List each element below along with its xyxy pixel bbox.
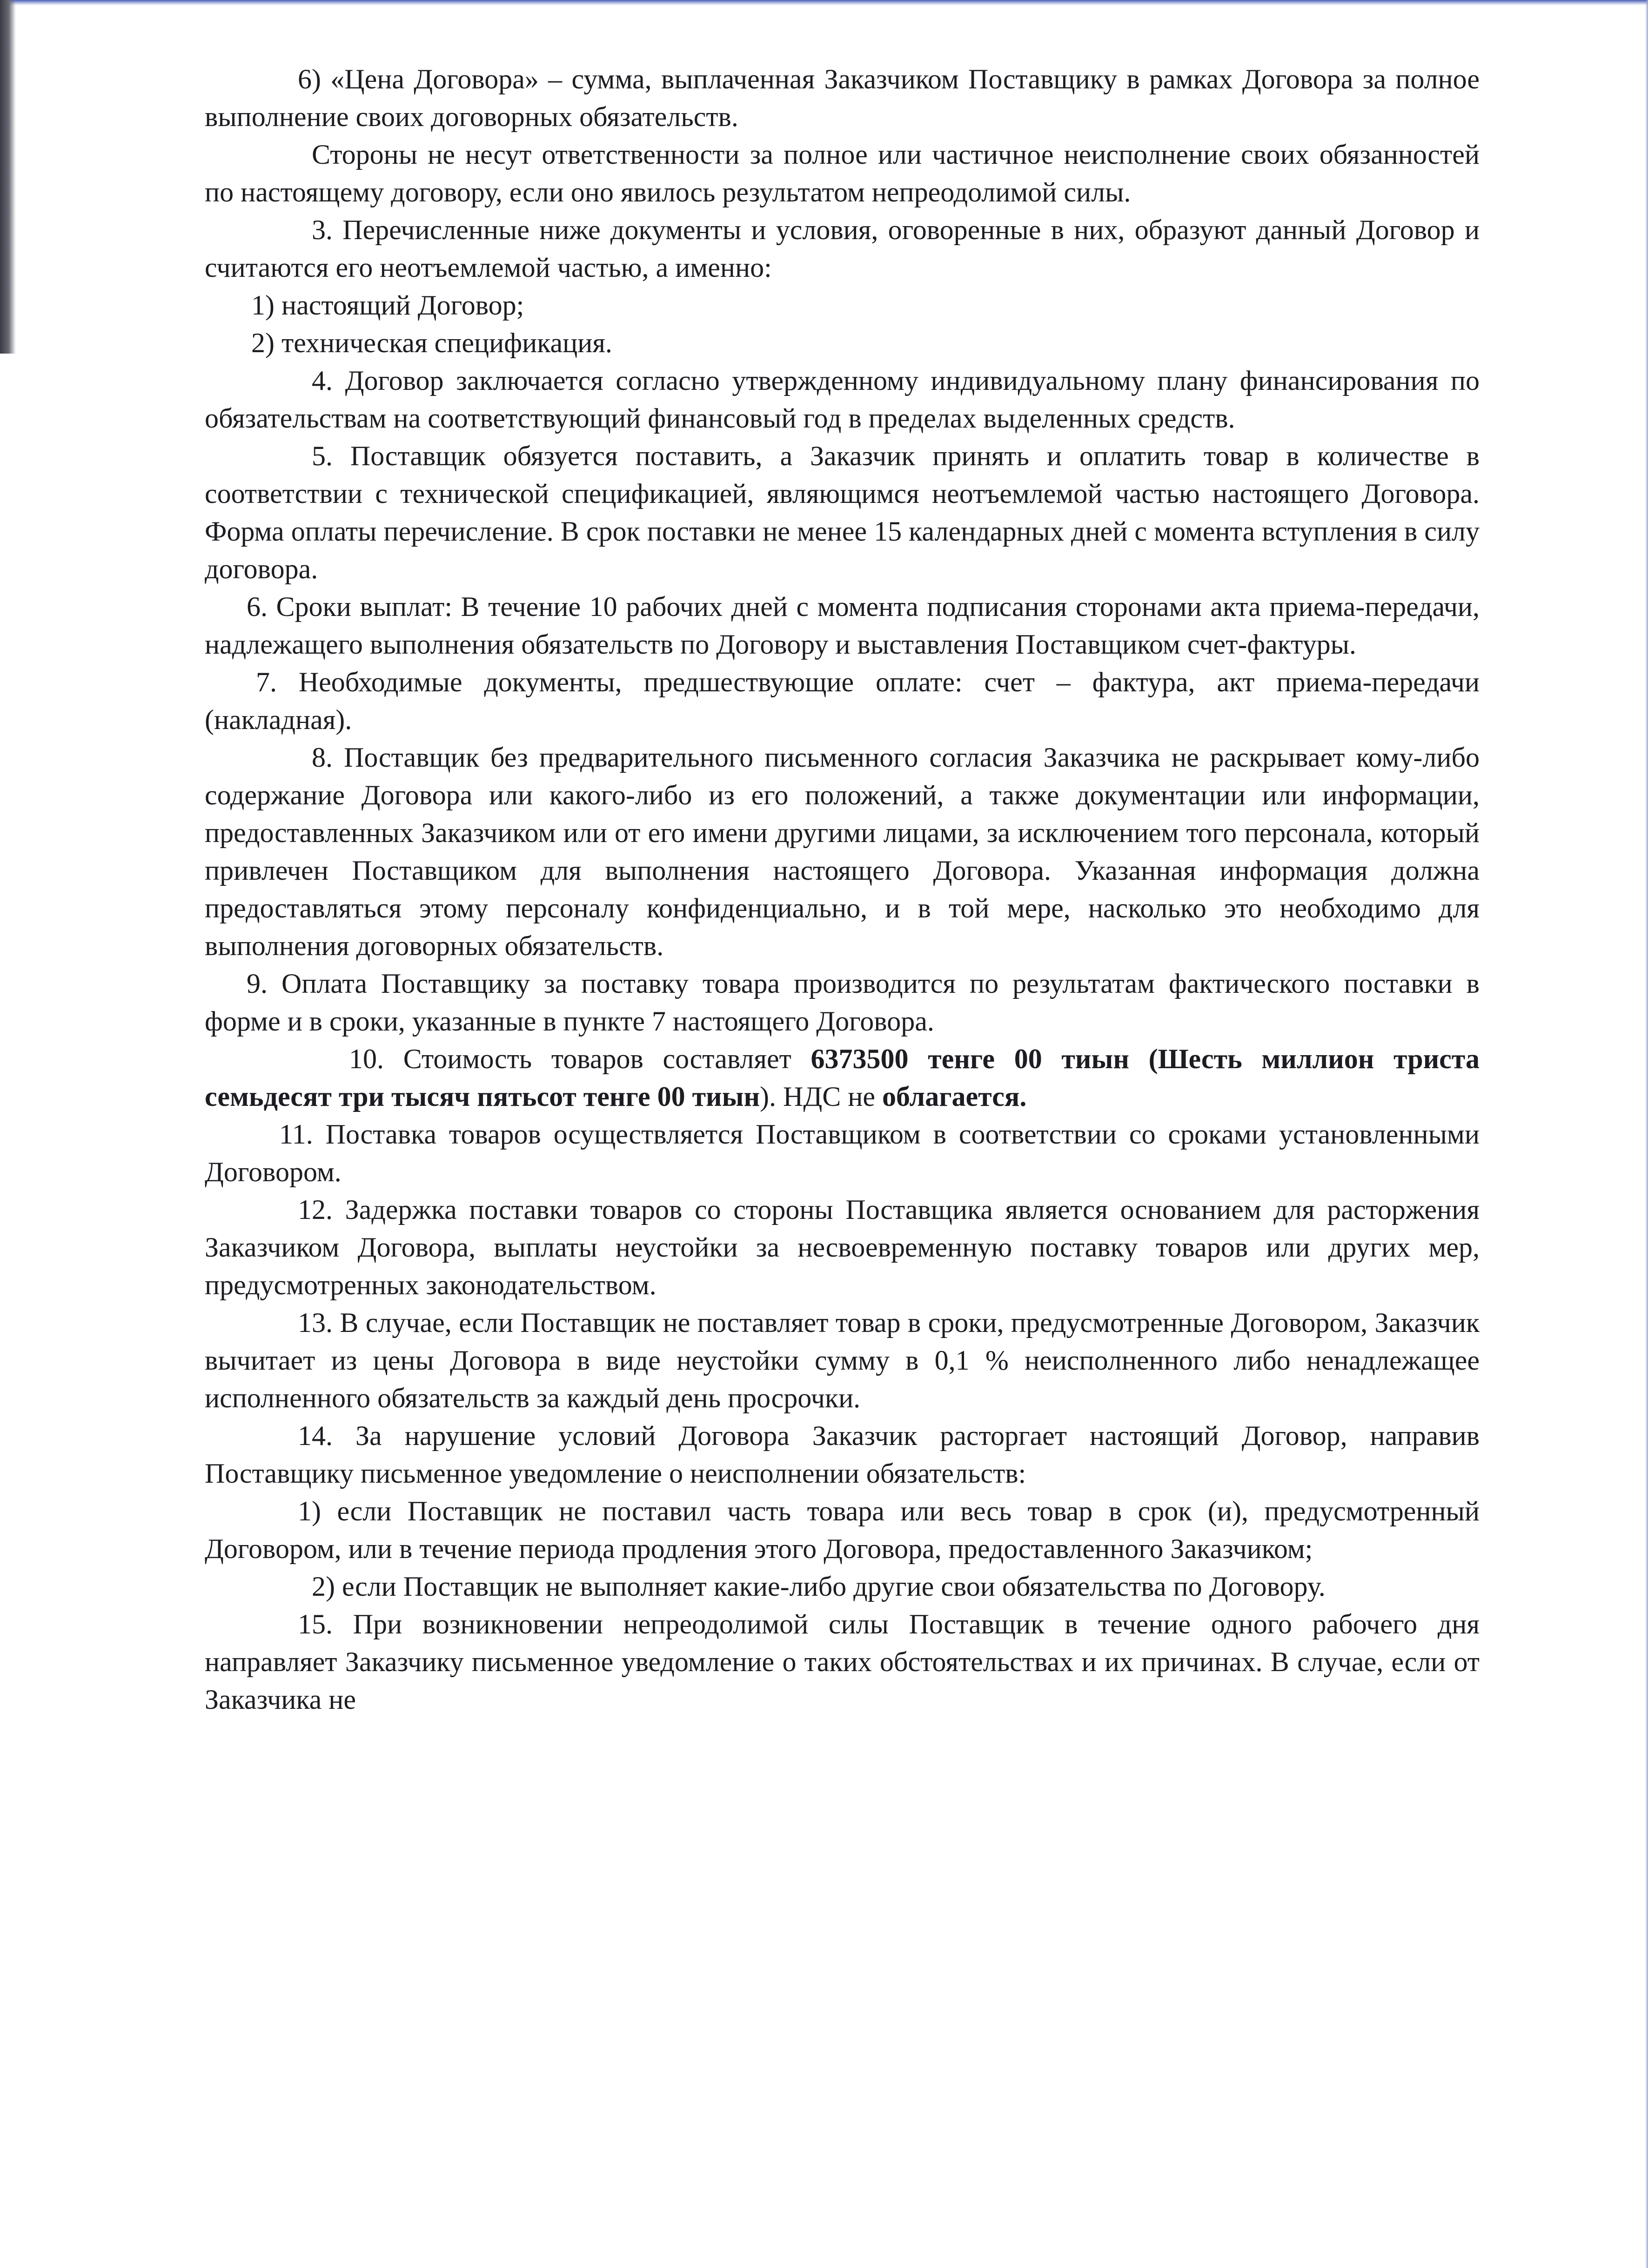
scan-edge-left: [0, 0, 16, 354]
clause-14-item-1: 1) если Поставщик не поставил часть товара или весь товар в срок (и), предусмотренный Договором, или в течение периода продления этого Договора, предоставленного Заказчиком;: [205, 1496, 1480, 1564]
clause-10: [205, 1040, 1480, 1116]
clause-14: 14. За нарушение условий Договора Заказчик расторгает настоящий Договор, направив Поставщику письменное уведомление о неисполнении обязательств:: [205, 1420, 1480, 1489]
clause-10-vat-bold: облагается.: [882, 1081, 1027, 1112]
clause-11: 11. Поставка товаров осуществляется Поставщиком в соответствии со сроками установленными Договором.: [205, 1119, 1480, 1187]
clause-3-item-2: 2) техническая спецификация.: [251, 328, 612, 358]
clause-8: 8. Поставщик без предварительного письменного согласия Заказчика не раскрывает кому-либо содержание Договора или какого-либо из его положений, а также документации или информации, предоставленных Заказчиком или от его имени другими лицами, за исключением того персонала, который привлечен Поставщиком для выполнения настоящего Договора. Указанная информация должна предоставляться этому персоналу конфиденциально, и в той мере, насколько это необходимо для выполнения договорных обязательств.: [205, 742, 1480, 961]
clause-price-definition: 6) «Цена Договора» – сумма, выплаченная Заказчиком Поставщику в рамках Договора за полное выполнение своих договорных обязательств.: [205, 64, 1480, 132]
scan-edge-right: [1645, 0, 1648, 2268]
clause-4: 4. Договор заключается согласно утвержденному индивидуальному плану финансирования по обязательствам на соответствующий финансовый год в пределах выделенных средств.: [205, 365, 1480, 434]
clause-7: 7. Необходимые документы, предшествующие оплате: счет – фактура, акт приема-передачи (накладная).: [205, 667, 1480, 735]
clause-5: 5. Поставщик обязуется поставить, а Заказчик принять и оплатить товар в количестве в соответствии с технической спецификацией, являющимся неотъемлемой частью настоящего Договора. Форма оплаты перечисление. В срок поставки не менее 15 календарных дней с момента вступления в силу договора.: [205, 441, 1480, 584]
clause-13: 13. В случае, если Поставщик не поставляет товар в сроки, предусмотренные Договором, Заказчик вычитает из цены Договора в виде неустойки сумму в 0,1 % неисполненного либо ненадлежащее исполненного обязательств за каждый день просрочки.: [205, 1307, 1480, 1413]
clause-force-majeure: Стороны не несут ответственности за полное или частичное неисполнение своих обязанностей по настоящему договору, если оно явилось результатом непреодолимой силы.: [205, 139, 1480, 207]
clause-15: 15. При возникновении непреодолимой силы Поставщик в течение одного рабочего дня направляет Заказчику письменное уведомление о таких обстоятельствах и их причинах. В случае, если от Заказчика не: [205, 1609, 1480, 1715]
clause-6: 6. Сроки выплат: В течение 10 рабочих дней с момента подписания сторонами акта приема-передачи, надлежащего выполнения обязательств по Договору и выставления Поставщиком счет-фактуры.: [205, 591, 1480, 660]
contract-page: [205, 60, 1480, 1719]
scan-edge-top: [0, 0, 1648, 6]
clause-12: 12. Задержка поставки товаров со стороны Поставщика является основанием для расторжения Заказчиком Договора, выплаты неустойки за несвоевременную поставку товаров или других мер, предусмотренных законодательством.: [205, 1194, 1480, 1300]
clause-3: 3. Перечисленные ниже документы и условия, оговоренные в них, образуют данный Договор и считаются его неотъемлемой частью, а именно:: [205, 214, 1480, 283]
clause-10-amount: 6373500 тенге 00 тиын (Шесть миллион триста семьдесят три тысяч пятьсот тенге 00 тиын: [205, 1044, 1480, 1112]
clause-9: 9. Оплата Поставщику за поставку товара производится по результатам фактического поставки в форме и в сроки, указанные в пункте 7 настоящего Договора.: [205, 968, 1480, 1037]
clause-10-lead: 10. Стоимость товаров составляет: [349, 1044, 811, 1074]
clause-14-item-2: 2) если Поставщик не выполняет какие-либо другие свои обязательства по Договору.: [312, 1571, 1326, 1602]
clause-3-item-1: 1) настоящий Договор;: [251, 290, 524, 321]
clause-10-vat: ). НДС не: [760, 1081, 883, 1112]
